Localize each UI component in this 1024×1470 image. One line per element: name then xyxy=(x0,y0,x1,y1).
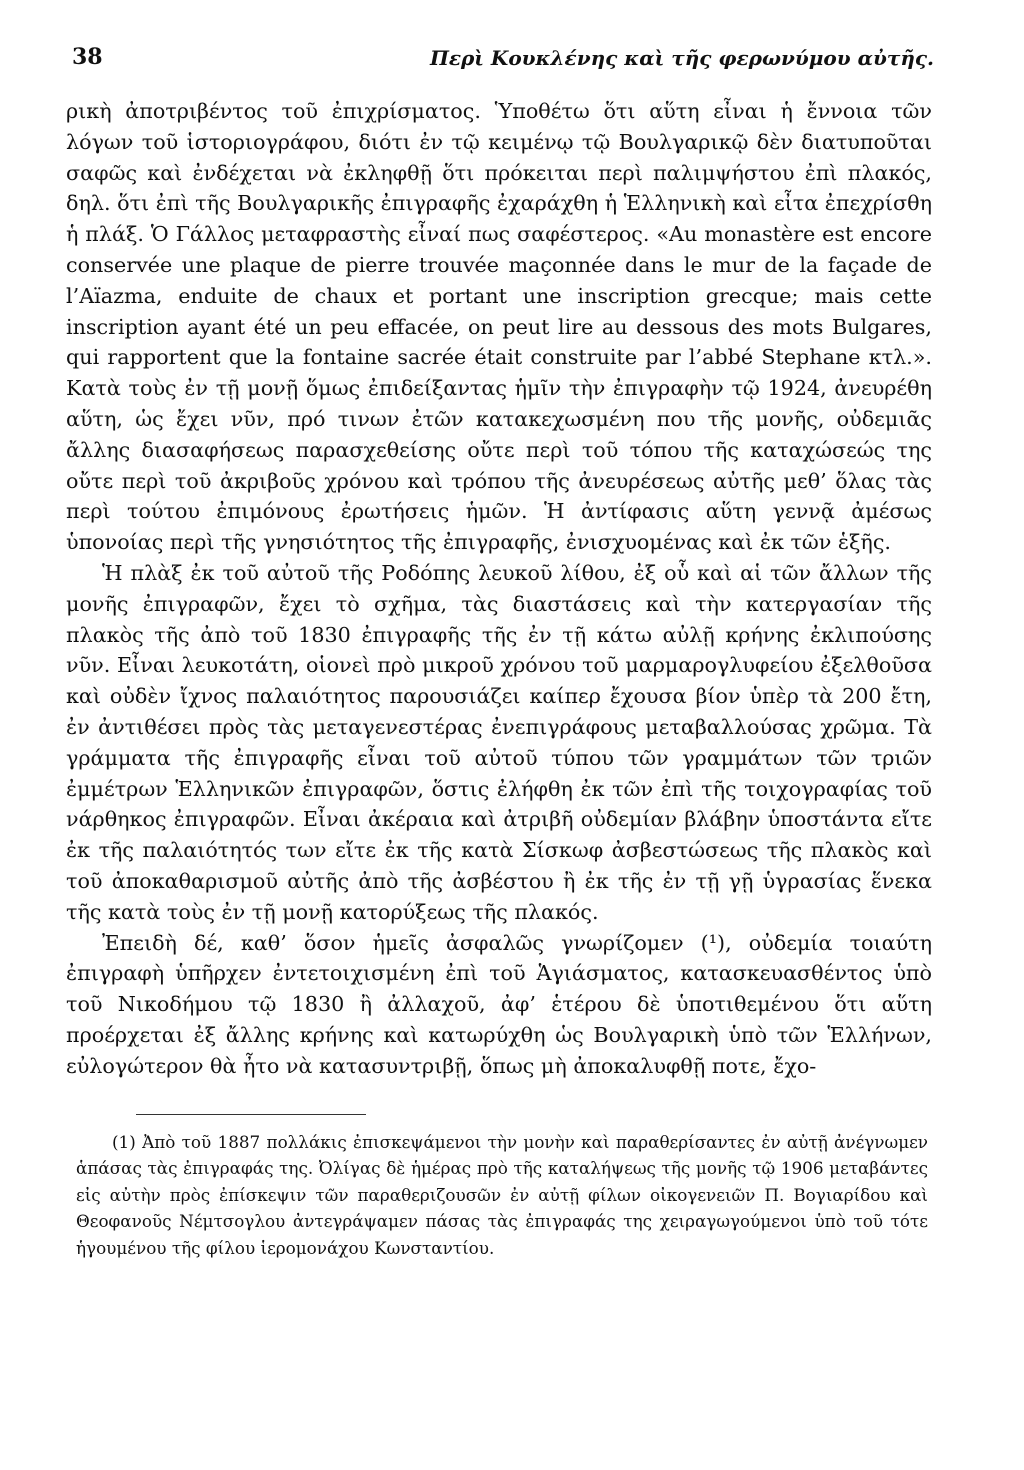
page-number: 38 xyxy=(72,44,103,70)
body-text xyxy=(66,96,932,1082)
running-head: Περὶ Κουκλένης καὶ τῆς φερωνύμου αὐτῆς. xyxy=(429,46,934,70)
paragraph: Ἡ πλὰξ ἐκ τοῦ αὐτοῦ τῆς Ροδόπης λευκοῦ λίθου, ἐξ οὗ καὶ αἱ τῶν ἄλλων τῆς μονῆς ἐπιγραφῶν, ἔχει τὸ σχῆμα, τὰς διαστάσεις καὶ τὴν κατεργασίαν τῆς πλακὸς τῆς ἀπὸ τοῦ 1830 ἐπιγραφῆς τῆς ἐν τῇ κάτω αὐλῇ κρήνης ἐκλιπούσης νῦν. Εἶναι λευκοτάτη, οἱονεὶ πρὸ μικροῦ χρόνου τοῦ μαρμαρογλυφείου ἐξελθοῦσα καὶ οὐδὲν ἴχνος παλαιότητος παρουσιάζει καίπερ ἔχουσα βίον ὑπὲρ τὰ 200 ἔτη, ἐν ἀντιθέσει πρὸς τὰς μεταγενεστέρας ἐνεπιγράφους μεταβαλλούσας χρῶμα. Τὰ γράμματα τῆς ἐπιγραφῆς εἶναι τοῦ αὐτοῦ τύπου τῶν γραμμάτων τῶν τριῶν ἐμμέτρων Ἑλληνικῶν ἐπιγραφῶν, ὅστις ἐλήφθη ἐκ τῶν ἐπὶ τῆς τοιχογραφίας τοῦ νάρθηκος ἐπιγραφῶν. Εἶναι ἀκέραια καὶ ἀτριβῆ οὐδεμίαν βλάβην ὑποστάντα εἴτε ἐκ τῆς παλαιότητός των εἴτε ἐκ τῆς κατὰ Σίσκωφ ἀσβεστώσεως τῆς πλακὸς καὶ τοῦ ἀποκαθαρισμοῦ αὐτῆς ἀπὸ τῆς ἀσβέστου ἢ ἐκ τῆς ἐν τῇ γῇ ὑγρασίας ἕνεκα τῆς κατὰ τοὺς ἐν τῇ μονῇ κατορύξεως τῆς πλακός. xyxy=(66,560,932,924)
footnote: (1) Ἀπὸ τοῦ 1887 πολλάκις ἐπισκεψάμενοι τὴν μονὴν καὶ παραθερίσαντες ἐν αὐτῇ ἀνέγνωμεν ἁπάσας τὰς ἐπιγραφάς της. Ὀλίγας δὲ ἡμέρας πρὸ τῆς καταλήψεως τῆς μονῆς τῷ 1906 μεταβάντες εἰς αὐτὴν πρὸς ἐπίσκεψιν τῶν παραθεριζουσῶν ἐν αὐτῇ φίλων οἰκογενειῶν Π. Βογιαρίδου καὶ Θεοφανοῦς Νέμτσογλου ἀντεγράψαμεν πάσας τὰς ἐπιγραφάς της χειραγωγούμενοι ὑπὸ τοῦ τότε ἡγουμένου τῆς φίλου ἱερομονάχου Κωνσταντίου. xyxy=(76,1131,928,1258)
paragraph: Ἐπειδὴ δέ, καθ’ ὅσον ἡμεῖς ἀσφαλῶς γνωρίζομεν (¹), οὐδεμία τοιαύτη ἐπιγραφὴ ὑπῆρχεν ἐντετοιχισμένη ἐπὶ τοῦ Ἁγιάσματος, κατασκευασθέντος ὑπὸ τοῦ Νικοδήμου τῷ 1830 ἢ ἀλλαχοῦ, ἀφ’ ἑτέρου δὲ ὑποτιθεμένου ὅτι αὕτη προέρχεται ἐξ ἄλλης κρήνης καὶ κατωρύχθη ὡς Βουλγαρικὴ ὑπὸ τῶν Ἑλλήνων, εὐλογώτερον θὰ ἦτο νὰ κατασυντριβῇ, ὅπως μὴ ἀποκαλυφθῇ ποτε, ἔχο- xyxy=(66,930,932,1078)
paragraph: ρικὴ ἀποτριβέντος τοῦ ἐπιχρίσματος. Ὑποθέτω ὅτι αὕτη εἶναι ἡ ἔννοια τῶν λόγων τοῦ ἱστοριογράφου, διότι ἐν τῷ κειμένῳ τῷ Βουλγαρικῷ δὲν διατυποῦται σαφῶς καὶ ἐνδέχεται νὰ ἐκληφθῇ ὅτι πρόκειται περὶ παλιμψήστου ἐπὶ πλακός, δηλ. ὅτι ἐπὶ τῆς Βουλγαρικῆς ἐπιγραφῆς ἐχαράχθη ἡ Ἑλληνικὴ καὶ εἶτα ἐπεχρίσθη ἡ πλάξ. Ὁ Γάλλος μεταφραστὴς εἶναί πως σαφέστερος. «Au monastère est encore conservée une plaque de pierre trouvée maçonnée dans le mur de la façade de l’Aïazma, enduite de chaux et portant une inscription grecque; mais cette inscription ayant été un peu effacée, on peut lire au dessous des mots Bulgares, qui rapportent que la fontaine sacrée était construite par l’abbé Stephane κτλ.». Κατὰ τοὺς ἐν τῇ μονῇ ὅμως ἐπιδείξαντας ἡμῖν τὴν ἐπιγραφὴν τῷ 1924, ἀνευρέθη αὕτη, ὡς ἔχει νῦν, πρό τινων ἐτῶν κατακεχωσμένη που τῆς μονῆς, οὐδεμιᾶς ἄλλης διασαφήσεως παρασχεθείσης οὔτε περὶ τοῦ τόπου τῆς καταχώσεώς της οὔτε περὶ τοῦ ἀκριβοῦς χρόνου καὶ τρόπου τῆς ἀνευρέσεως αὐτῆς μεθ’ ὅλας τὰς περὶ τούτου ἐπιμόνους ἐρωτήσεις ἡμῶν. Ἡ ἀντίφασις αὕτη γεννᾷ ἀμέσως ὑπονοίας περὶ τῆς γνησιότητος τῆς ἐπιγραφῆς, ἐνισχυομένας καὶ ἐκ τῶν ἑξῆς. xyxy=(66,99,932,555)
page-header xyxy=(66,44,932,84)
footnote-divider xyxy=(136,1114,366,1115)
